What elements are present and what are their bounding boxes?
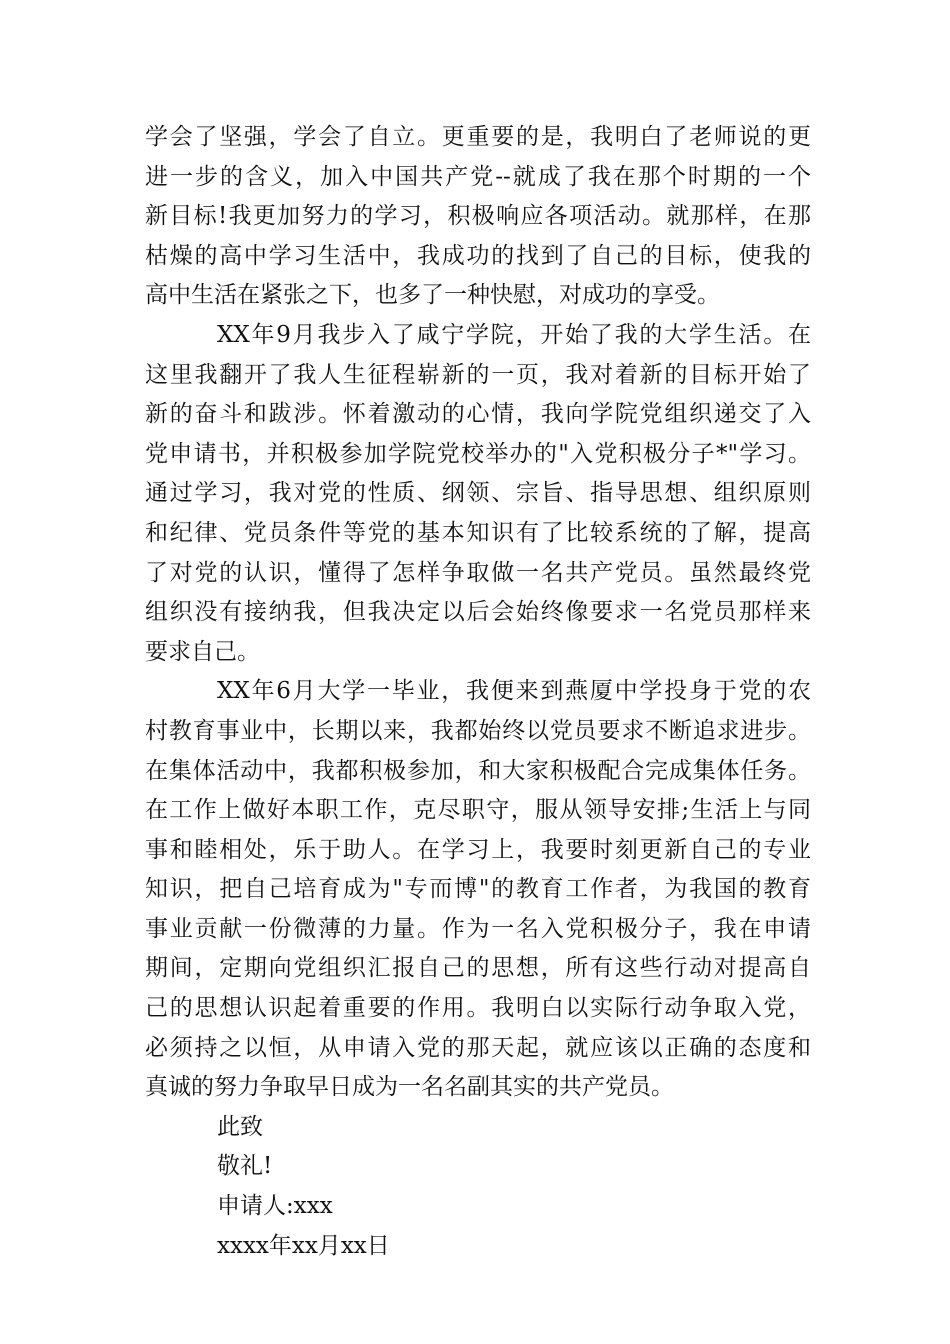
text-line: 党申请书，并积极参加学院党校举办的"入党积极分子*"学习。 bbox=[145, 440, 811, 467]
letter-closing bbox=[145, 1108, 811, 1266]
closing-regards: 敬礼! bbox=[217, 1153, 273, 1180]
text-line: 事和睦相处，乐于助人。在学习上，我要时刻更新自己的专业 bbox=[145, 836, 811, 863]
text-line: XX年6月大学一毕业，我便来到燕厦中学投身于党的农 bbox=[217, 678, 811, 705]
text-line: 在工作上做好本职工作，克尽职守，服从领导安排;生活上与同 bbox=[145, 797, 811, 824]
text-line: 组织没有接纳我，但我决定以后会始终像要求一名党员那样来 bbox=[145, 599, 811, 626]
letter-date: xxxx年xx月xx日 bbox=[217, 1232, 390, 1259]
text-line: XX年9月我步入了咸宁学院，开始了我的大学生活。在 bbox=[217, 321, 811, 348]
text-line: 村教育事业中，长期以来，我都始终以党员要求不断追求进步。 bbox=[145, 717, 811, 744]
text-line: 真诚的努力争取早日成为一名名副其实的共产党员。 bbox=[145, 1074, 674, 1101]
text-line: 进一步的含义，加入中国共产党--就成了我在那个时期的一个 bbox=[145, 163, 811, 190]
paragraph-2 bbox=[145, 316, 811, 672]
text-line: 和纪律、党员条件等党的基本知识有了比较系统的了解，提高 bbox=[145, 519, 811, 546]
text-line: 期间，定期向党组织汇报自己的思想，所有这些行动对提高自 bbox=[145, 955, 811, 982]
text-line: 通过学习，我对党的性质、纲领、宗旨、指导思想、组织原则 bbox=[145, 480, 811, 507]
applicant-signature: 申请人:xxx bbox=[217, 1193, 333, 1220]
text-line: 必须持之以恒，从申请入党的那天起，就应该以正确的态度和 bbox=[145, 1034, 811, 1061]
text-line: 了对党的认识，懂得了怎样争取做一名共产党员。虽然最终党 bbox=[145, 559, 811, 586]
text-line: 新的奋斗和跋涉。怀着激动的心情，我向学院党组织递交了入 bbox=[145, 401, 811, 428]
text-line: 知识，把自己培育成为"专而博"的教育工作者，为我国的教育 bbox=[145, 876, 811, 903]
text-line: 高中生活在紧张之下，也多了一种快慰，对成功的享受。 bbox=[145, 282, 720, 309]
text-line: 新目标!我更加努力的学习，积极响应各项活动。就那样，在那 bbox=[145, 203, 811, 230]
closing-salutation: 此致 bbox=[217, 1113, 263, 1140]
text-line: 这里我翻开了我人生征程崭新的一页，我对着新的目标开始了 bbox=[145, 361, 811, 388]
paragraph-3 bbox=[145, 672, 811, 1108]
paragraph-1 bbox=[145, 118, 811, 316]
text-line: 事业贡献一份微薄的力量。作为一名入党积极分子，我在申请 bbox=[145, 915, 811, 942]
text-line: 枯燥的高中学习生活中，我成功的找到了自己的目标，使我的 bbox=[145, 242, 811, 269]
text-line: 要求自己。 bbox=[145, 638, 260, 665]
text-line: 在集体活动中，我都积极参加，和大家积极配合完成集体任务。 bbox=[145, 757, 811, 784]
text-line: 学会了坚强，学会了自立。更重要的是，我明白了老师说的更 bbox=[145, 124, 811, 150]
letter-body bbox=[145, 118, 811, 1266]
text-line: 己的思想认识起着重要的作用。我明白以实际行动争取入党， bbox=[145, 995, 811, 1022]
